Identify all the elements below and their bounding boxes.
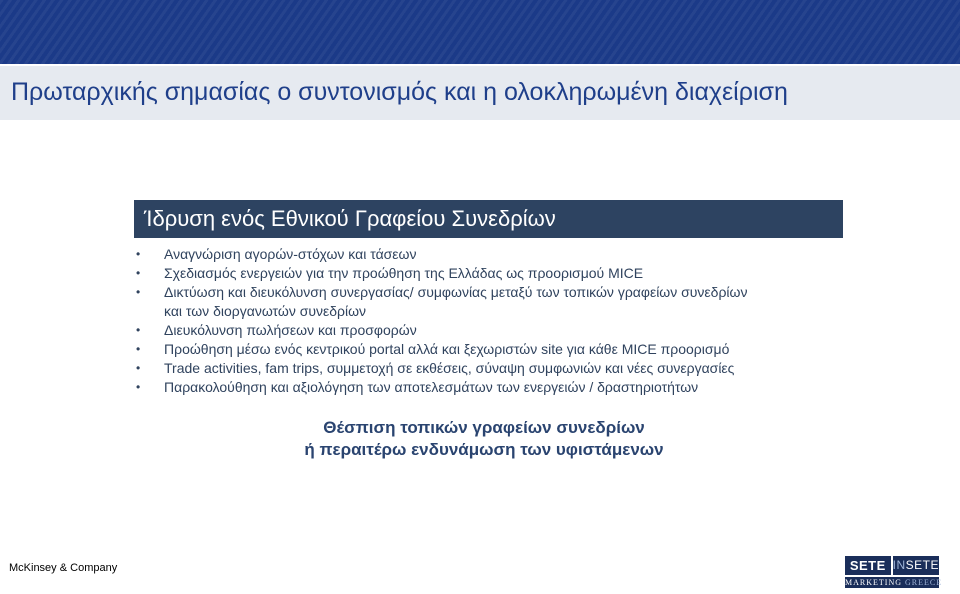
top-decorative-band	[0, 0, 960, 64]
bullet-list	[134, 245, 854, 397]
list-item	[134, 359, 854, 378]
list-item	[134, 245, 854, 264]
conclusion-line-1: Θέσπιση τοπικών γραφείων συνεδρίων	[323, 418, 645, 437]
bullet-text: Διευκόλυνση πωλήσεων και προσφορών	[164, 322, 417, 338]
logo-sete: SETE	[845, 556, 891, 575]
bullet-text: Trade activities, fam trips, συμμετοχή σε εκθέσεις, σύναψη συμφωνιών και νέες συνεργασίες	[164, 360, 735, 376]
bullet-text: Προώθηση μέσω ενός κεντρικού portal αλλά και ξεχωριστών site για κάθε MICE προορισμό	[164, 341, 730, 357]
logo-marketing-greece: MARKETING GREECE	[845, 578, 943, 587]
bullet-text: Σχεδιασμός ενεργειών για την προώθηση της Ελλάδας ως προορισμού MICE	[164, 265, 644, 281]
list-item	[134, 264, 854, 283]
sete-insete-logo	[845, 556, 943, 588]
conclusion-line-2: ή περαιτέρω ενδυνάμωση των υφιστάμενων	[304, 440, 664, 459]
bullet-text-continuation: και των διοργανωτών συνεδρίων	[164, 303, 367, 319]
section-header: Ίδρυση ενός Εθνικού Γραφείου Συνεδρίων	[134, 200, 843, 238]
bullet-text: Παρακολούθηση και αξιολόγηση των αποτελεσμάτων των ενεργειών / δραστηριοτήτων	[164, 379, 699, 395]
page-title: Πρωταρχικής σημασίας ο συντονισμός και η ολοκληρωμένη διαχείριση	[11, 78, 788, 106]
conclusion-callout	[134, 417, 834, 461]
list-item	[134, 378, 854, 397]
bullet-text: Δικτύωση και διευκόλυνση συνεργασίας/ συμφωνίας μεταξύ των τοπικών γραφείων συνεδρίων	[164, 284, 748, 300]
list-item	[134, 321, 854, 340]
logo-insete: INSETE	[893, 556, 939, 575]
list-item	[134, 283, 854, 321]
bullet-text: Αναγνώριση αγορών-στόχων και τάσεων	[164, 246, 417, 262]
list-item	[134, 340, 854, 359]
footer-company: McKinsey & Company	[9, 562, 118, 574]
